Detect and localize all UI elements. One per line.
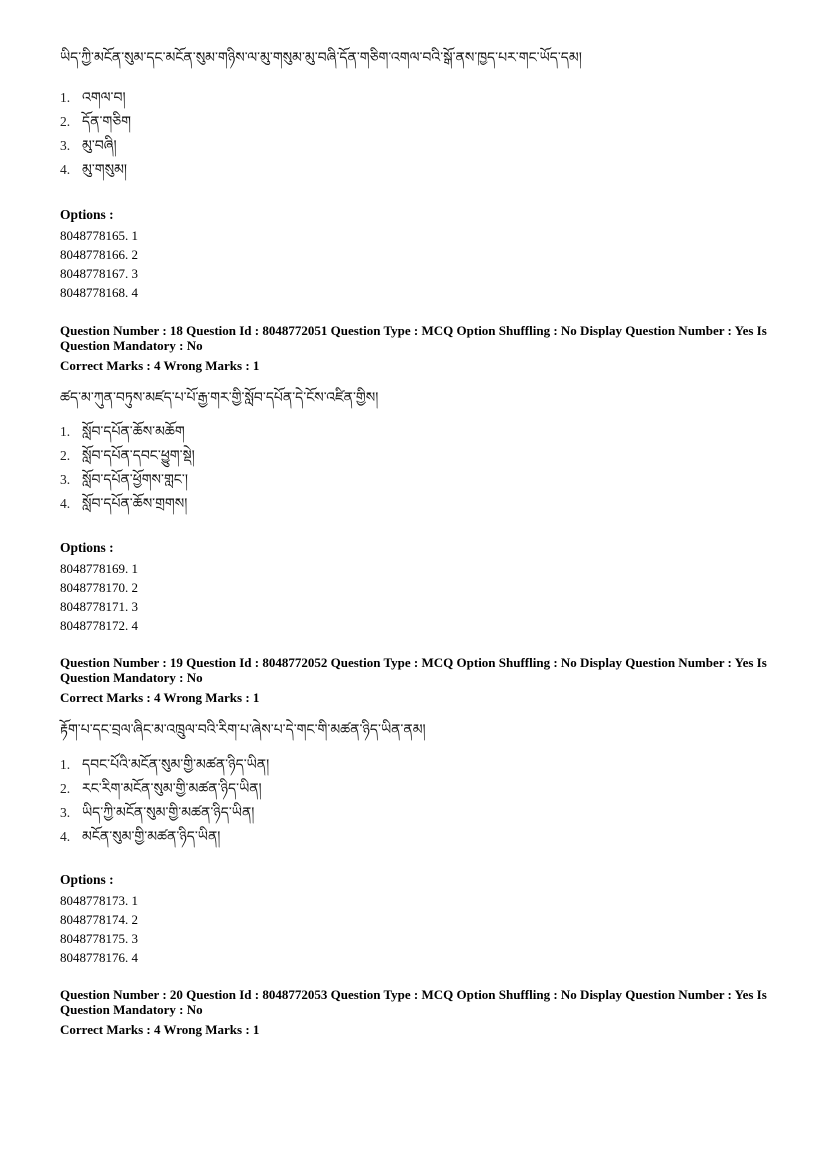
question-meta-line: Question Number : 20 Question Id : 8048772053 Question Type : MCQ Option Shuffling : No Display Question Number : Yes Is Question Mandatory : No xyxy=(60,987,767,1017)
question-18-block xyxy=(60,386,770,635)
choice-text: སློབ་དཔོན་དབང་ཕྱུག་སྡེ། xyxy=(82,448,195,464)
options-heading: Options : xyxy=(60,872,114,887)
choice-number: 1. xyxy=(60,424,71,439)
option-id: 8048778169. 1 xyxy=(60,561,138,576)
marks-line: Correct Marks : 4 Wrong Marks : 1 xyxy=(60,1022,260,1037)
question-19-block xyxy=(60,718,770,967)
choice-number: 3. xyxy=(60,138,71,153)
choice-text: མུ་བཞི། xyxy=(82,138,117,154)
option-id: 8048778175. 3 xyxy=(60,931,138,946)
choice-row xyxy=(60,420,770,444)
choice-row xyxy=(60,753,770,777)
choice-number: 4. xyxy=(60,496,71,511)
option-id: 8048778168. 4 xyxy=(60,285,138,300)
choice-row xyxy=(60,158,770,182)
choice-row xyxy=(60,468,770,492)
question-meta-line: Question Number : 19 Question Id : 8048772052 Question Type : MCQ Option Shuffling : No Display Question Number : Yes Is Question Mandatory : No xyxy=(60,655,767,685)
choice-text: སློབ་དཔོན་ཆོས་གྲགས། xyxy=(82,496,188,512)
option-id: 8048778171. 3 xyxy=(60,599,138,614)
choice-number: 2. xyxy=(60,781,71,796)
option-id: 8048778176. 4 xyxy=(60,950,138,965)
choice-text: སློབ་དཔོན་ཆོས་མཆོག xyxy=(82,424,185,440)
option-id-list xyxy=(60,226,770,302)
choice-number: 2. xyxy=(60,114,71,129)
choice-number: 4. xyxy=(60,162,71,177)
option-id: 8048778166. 2 xyxy=(60,247,138,262)
choice-number: 1. xyxy=(60,90,71,105)
options-heading: Options : xyxy=(60,207,114,222)
question-19-text: རྟོག་པ་དང་བྲལ་ཞིང་མ་འཁྲུལ་བའི་རིག་པ་ཞེས་པ་དེ་གང་གི་མཚན་ཉིད་ཡིན་ནམ། xyxy=(60,722,426,738)
choice-row xyxy=(60,825,770,849)
choice-text: དབང་པོའི་མངོན་སུམ་གྱི་མཚན་ཉིད་ཡིན། xyxy=(82,757,270,773)
choice-text: ཡིད་ཀྱི་མངོན་སུམ་གྱི་མཚན་ཉིད་ཡིན། xyxy=(82,805,255,821)
option-id-list xyxy=(60,559,770,635)
option-id: 8048778170. 2 xyxy=(60,580,138,595)
option-id: 8048778174. 2 xyxy=(60,912,138,927)
question-19-choice-list xyxy=(60,753,770,849)
question-20-meta xyxy=(60,988,770,1037)
question-18-text: ཚད་མ་ཀུན་བཏུས་མཛད་པ་པོ་རྒྱ་གར་གྱི་སློབ་དཔོན་དེ་ངོས་འཛིན་གྱིས། xyxy=(60,390,379,406)
question-17-choice-list xyxy=(60,86,770,182)
choice-row xyxy=(60,134,770,158)
choice-row xyxy=(60,444,770,468)
choice-text: མུ་གསུམ། xyxy=(82,162,128,178)
choice-number: 3. xyxy=(60,805,71,820)
option-id: 8048778172. 4 xyxy=(60,618,138,633)
choice-row xyxy=(60,777,770,801)
question-17-block xyxy=(60,46,770,302)
options-heading: Options : xyxy=(60,540,114,555)
option-id: 8048778173. 1 xyxy=(60,893,138,908)
question-meta-line: Question Number : 18 Question Id : 8048772051 Question Type : MCQ Option Shuffling : No Display Question Number : Yes Is Question Mandatory : No xyxy=(60,323,767,353)
choice-number: 2. xyxy=(60,448,71,463)
choice-row xyxy=(60,110,770,134)
choice-row xyxy=(60,801,770,825)
choice-number: 1. xyxy=(60,757,71,772)
option-id: 8048778165. 1 xyxy=(60,228,138,243)
choice-number: 3. xyxy=(60,472,71,487)
choice-text: མངོན་སུམ་གྱི་མཚན་ཉིད་ཡིན། xyxy=(82,829,221,845)
choice-number: 4. xyxy=(60,829,71,844)
marks-line: Correct Marks : 4 Wrong Marks : 1 xyxy=(60,358,260,373)
choice-text: སློབ་དཔོན་ཕྱོགས་གླང་། xyxy=(82,472,188,488)
question-18-meta xyxy=(60,324,770,373)
question-18-choice-list xyxy=(60,420,770,516)
choice-text: དོན་གཅིག xyxy=(82,114,131,130)
question-19-meta xyxy=(60,656,770,705)
choice-text: འགལ་བ། xyxy=(82,90,126,106)
marks-line: Correct Marks : 4 Wrong Marks : 1 xyxy=(60,690,260,705)
question-17-text: ཡིད་ཀྱི་མངོན་སུམ་དང་མངོན་སུམ་གཉིས་ལ་མུ་གསུམ་མུ་བཞི་དོན་གཅིག་འགལ་བའི་སྒོ་ནས་ཁྱད་པར་གང་ཡོད་དམ། xyxy=(60,50,582,66)
option-id: 8048778167. 3 xyxy=(60,266,138,281)
choice-row xyxy=(60,492,770,516)
choice-row xyxy=(60,86,770,110)
choice-text: རང་རིག་མངོན་སུམ་གྱི་མཚན་ཉིད་ཡིན། xyxy=(82,781,262,797)
option-id-list xyxy=(60,891,770,967)
